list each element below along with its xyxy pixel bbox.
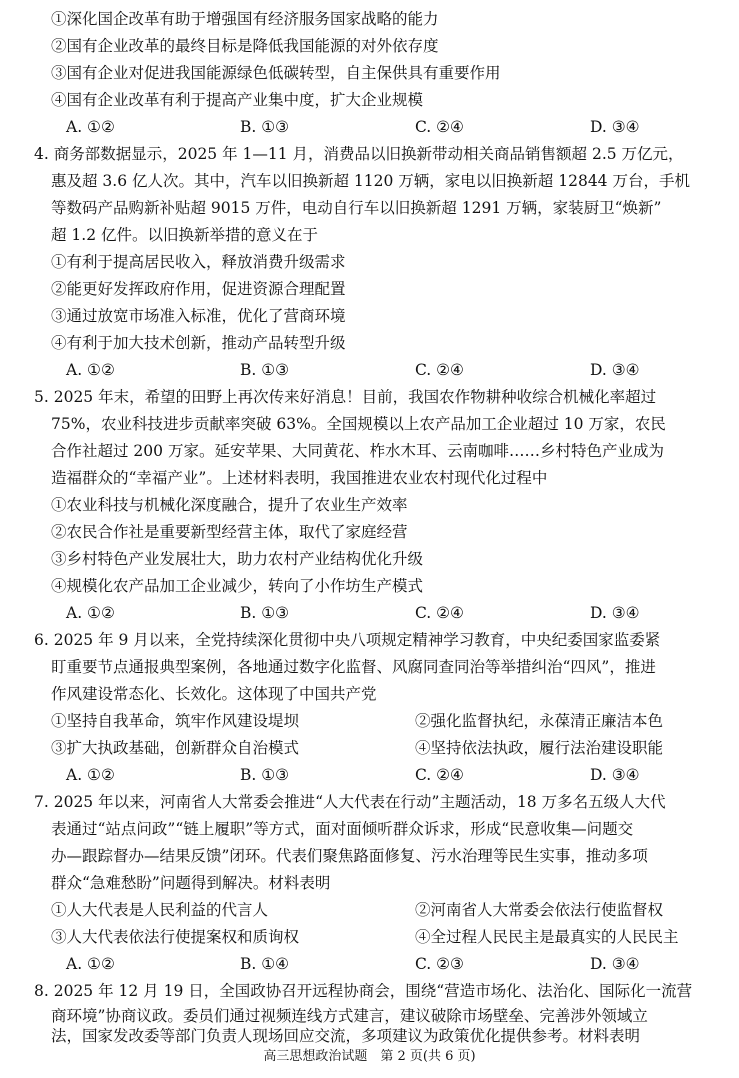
q6-option-2: ②强化监督执纪，永葆清正廉洁本色 xyxy=(415,712,664,730)
choice-d: D. ③④ xyxy=(590,766,640,784)
q5-stem-line-1: 5. 2025 年末，希望的田野上再次传来好消息！目前，我国农作物耕种收综合机械化率超过 xyxy=(34,388,657,406)
q7-stem-line-2: 表通过“站点问政”“链上履职”等方式，面对面倾听群众诉求，形成“民意收集—问题交 xyxy=(51,820,634,838)
q6-stem-line-1: 6. 2025 年 9 月以来，全党持续深化贯彻中央八项规定精神学习教育，中央纪委国家监委紧 xyxy=(34,631,661,649)
q7-option-4: ④全过程人民民主是最真实的人民民主 xyxy=(415,928,679,946)
choice-b: B. ①④ xyxy=(240,955,290,973)
choice-c: C. ②④ xyxy=(415,361,464,379)
q7-option-1: ①人大代表是人民利益的代言人 xyxy=(51,901,269,919)
q4-option-4: ④有利于加大技术创新，推动产品转型升级 xyxy=(51,334,346,352)
choice-c: C. ②④ xyxy=(415,118,464,136)
q4-option-1: ①有利于提高居民收入，释放消费升级需求 xyxy=(51,253,346,271)
choice-d: D. ③④ xyxy=(590,955,640,973)
q5-option-3: ③乡村特色产业发展壮大，助力农村产业结构优化升级 xyxy=(51,550,424,568)
q3-option-1: ①深化国企改革有助于增强国有经济服务国家战略的能力 xyxy=(51,10,439,28)
q7-stem-line-3: 办—跟踪督办—结果反馈”闭环。代表们聚焦路面修复、污水治理等民生实事，推动多项 xyxy=(51,847,648,865)
q7-stem-line-1: 7. 2025 年以来，河南省人大常委会推进“人大代表在行动”主题活动，18 万多名五级人大代 xyxy=(34,793,666,811)
page-footer: 高三思想政治试题 第 2 页(共 6 页) xyxy=(263,1049,476,1064)
choice-b: B. ①③ xyxy=(240,118,290,136)
q4-stem-line-2: 惠及超 3.6 亿人次。其中，汽车以旧换新超 1120 万辆，家电以旧换新超 12844 万台，手机 xyxy=(51,172,690,190)
choice-a: A. ①② xyxy=(66,118,115,136)
q8-stem-line-2: 商环境”协商议政。委员们通过视频连线方式建言，建议破除市场壁垒、完善涉外领域立 xyxy=(51,1007,648,1025)
q6-answer-choices xyxy=(66,764,706,786)
q4-option-2: ②能更好发挥政府作用，促进资源合理配置 xyxy=(51,280,346,298)
q4-stem-line-3: 等数码产品购新补贴超 9015 万件，电动自行车以旧换新超 1291 万辆，家装厨卫“焕新” xyxy=(51,199,662,217)
q6-stem-line-2: 盯重要节点通报典型案例，各地通过数字化监督、风腐同查同治等举措纠治“四风”，推进 xyxy=(51,658,656,676)
choice-c: C. ②③ xyxy=(415,955,464,973)
q3-option-3: ③国有企业对促进我国能源绿色低碳转型，自主保供具有重要作用 xyxy=(51,64,501,82)
q6-option-4: ④坚持依法执政，履行法治建设职能 xyxy=(415,739,664,757)
q6-option-1: ①坚持自我革命，筑牢作风建设堤坝 xyxy=(51,712,300,730)
q7-option-2: ②河南省人大常委会依法行使监督权 xyxy=(415,901,664,919)
q5-answer-choices xyxy=(66,602,706,624)
q7-stem-line-4: 群众“急难愁盼”问题得到解决。材料表明 xyxy=(51,874,331,892)
choice-a: A. ①② xyxy=(66,955,115,973)
q5-option-4: ④规模化农产品加工企业减少，转向了小作坊生产模式 xyxy=(51,577,424,595)
q4-answer-choices xyxy=(66,359,706,381)
choice-b: B. ①③ xyxy=(240,766,290,784)
q5-stem-line-2: 75%，农业科技进步贡献率突破 63%。全国规模以上农产品加工企业超过 10 万家，农民 xyxy=(51,415,666,433)
q3-option-4: ④国有企业改革有利于提高产业集中度，扩大企业规模 xyxy=(51,91,424,109)
q7-option-3: ③人大代表依法行使提案权和质询权 xyxy=(51,928,300,946)
q4-stem-line-1: 4. 商务部数据显示，2025 年 1—11 月，消费品以旧换新带动相关商品销售额超 2.5 万亿元， xyxy=(34,145,684,163)
choice-c: C. ②④ xyxy=(415,604,464,622)
q4-option-3: ③通过放宽市场准入标准，优化了营商环境 xyxy=(51,307,346,325)
choice-a: A. ①② xyxy=(66,766,115,784)
choice-d: D. ③④ xyxy=(590,604,640,622)
q5-stem-line-3: 合作社超过 200 万家。延安苹果、大同黄花、柞水木耳、云南咖啡……乡村特色产业成为 xyxy=(51,442,664,460)
choice-a: A. ①② xyxy=(66,361,115,379)
choice-b: B. ①③ xyxy=(240,604,290,622)
choice-d: D. ③④ xyxy=(590,118,640,136)
choice-b: B. ①③ xyxy=(240,361,290,379)
choice-a: A. ①② xyxy=(66,604,115,622)
q5-option-1: ①农业科技与机械化深度融合，提升了农业生产效率 xyxy=(51,496,408,514)
q8-stem-line-3: 法，国家发改委等部门负责人现场回应交流，多项建议为政策优化提供参考。材料表明 xyxy=(51,1027,641,1045)
q3-option-2: ②国有企业改革的最终目标是降低我国能源的对外依存度 xyxy=(51,37,439,55)
q3-answer-choices xyxy=(66,116,706,138)
q6-stem-line-3: 作风建设常态化、长效化。这体现了中国共产党 xyxy=(51,685,377,703)
q8-stem-line-1: 8. 2025 年 12 月 19 日，全国政协召开远程协商会，围绕“营造市场化、法治化、国际化一流营 xyxy=(34,982,693,1000)
q5-stem-line-4: 造福群众的“幸福产业”。上述材料表明，我国推进农业农村现代化过程中 xyxy=(51,469,548,487)
choice-c: C. ②④ xyxy=(415,766,464,784)
q4-stem-line-4: 超 1.2 亿件。以旧换新举措的意义在于 xyxy=(51,226,319,244)
q7-answer-choices xyxy=(66,953,706,975)
q5-option-2: ②农民合作社是重要新型经营主体，取代了家庭经营 xyxy=(51,523,408,541)
choice-d: D. ③④ xyxy=(590,361,640,379)
q6-option-3: ③扩大执政基础，创新群众自治模式 xyxy=(51,739,300,757)
